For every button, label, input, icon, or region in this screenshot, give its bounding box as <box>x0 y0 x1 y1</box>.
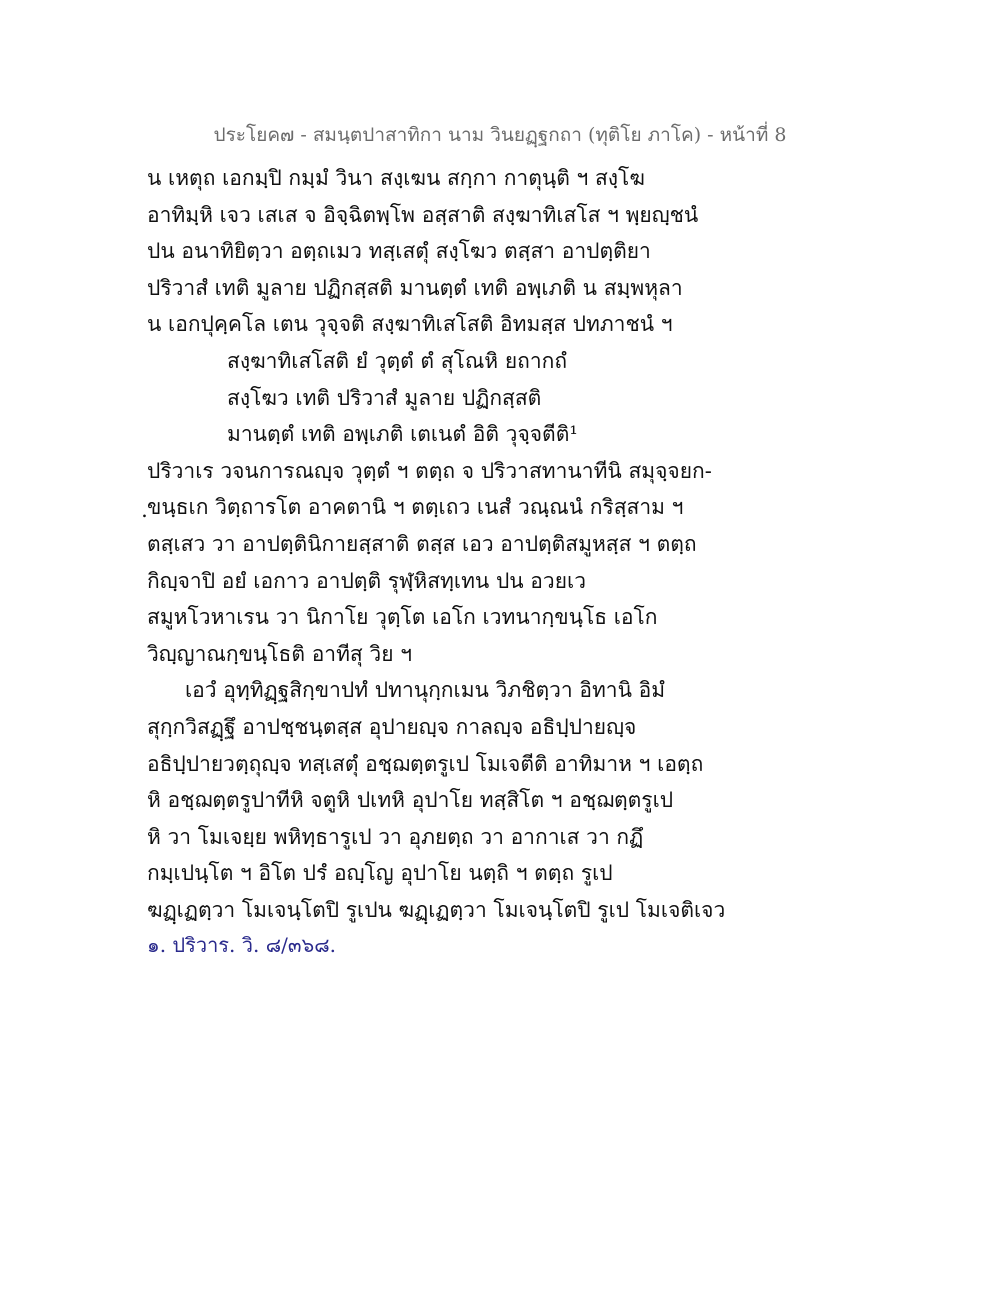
text-line: ปน อนาทิยิตฺวา อตฺถเมว ทสฺเสตุํ สงฺโฆว ตสฺสา อาปตฺติยา <box>147 239 651 264</box>
text-line: กิญฺจาปิ อยํ เอกาว อาปตฺติ รุฬฺหิสทฺเทน ปน อวยเว <box>147 568 586 593</box>
text-line: น เอกปุคฺคโล เตน วุจฺจติ สงฺฆาทิเสโสติ อิทมสฺส ปทภาชนํ ฯ <box>147 312 673 337</box>
text-line: สุกฺกวิสฏฺฐึ อาปชฺชนฺตสฺส อุปายญฺจ กาลญฺจ อธิปฺปายญฺจ <box>147 714 637 739</box>
footnote: ๑. ปริวาร. วิ. ๘/๓๖๘. <box>147 933 337 958</box>
text-line: น เหตุถ เอกมฺปิ กมฺมํ วินา สงฺเฆน สกฺกา กาตุนฺติ ฯ สงฺโฆ <box>147 166 645 190</box>
text-line: อธิปฺปายวตฺถุญฺจ ทสฺเสตุํ อชฺฌตฺตรูเป โมเจตีติ อาทิมาห ฯ เอตฺถ <box>147 751 704 776</box>
paragraph-first-line: เอวํ อุทฺทิฏฺฐสิกฺขาปทํ ปทานุกฺกเมน วิภชิตฺวา อิทานิ อิมํ <box>185 678 666 703</box>
verse-line: สงฺฆาทิเสโสติ ยํ วุตฺตํ ตํ สุโณหิ ยถากถํ <box>227 348 568 373</box>
text-line: ฆฏฺเฏตฺวา โมเจนฺโตปิ รูเปน ฆฏฺเฏตฺวา โมเจนฺโตปิ รูเป โมเจติเจว <box>147 897 726 922</box>
verse-line: มานตฺตํ เทติ อพฺเภติ เตเนตํ อิติ วุจฺจตีติ¹ <box>227 422 578 447</box>
verse-line: สงฺโฆว เทติ ปริวาสํ มูลาย ปฏิกสฺสติ <box>227 385 542 410</box>
page-header: ประโยค๗ - สมนฺตปาสาทิกา นาม วินยฏฺฐกถา (ทุติโย ภาโค) - หน้าที่ 8 <box>213 124 787 146</box>
text-line: ตสฺเสว วา อาปตฺตินิกายสฺสาติ ตสฺส เอว อาปตฺติสมูหสฺส ฯ ตตฺถ <box>147 531 697 556</box>
body-text <box>147 160 726 962</box>
text-line: หิ วา โมเจยฺย พหิทฺธารูเป วา อุภยตฺถ วา อากาเส วา กฏึ <box>147 824 644 849</box>
text-line: อาทิมฺหิ เจว เสเส จ อิจฺฉิตพฺโพ อสฺสาติ สงฺฆาทิเสโส ฯ พฺยญฺชนํ <box>147 202 699 227</box>
text-line: กมฺเปนฺโต ฯ อิโต ปรํ อญฺโญ อุปาโย นตฺถิ ฯ ตตฺถ รูเป <box>147 861 613 886</box>
text-line: สมูหโวหาเรน วา นิกาโย วุตฺโต เอโก เวทนากฺขนฺโธ เอโก <box>147 605 658 630</box>
text-line: หิ อชฺฌตฺตรูปาทีหิ จตูหิ ปเทหิ อุปาโย ทสฺสิโต ฯ อชฺฌตฺตรูเป <box>147 788 674 813</box>
text-line: วิญฺญาณกฺขนฺโธติ อาทีสุ วิย ฯ <box>147 641 412 666</box>
text-line: ฺขนฺธเก วิตฺถารโต อาคตานิ ฯ ตตฺเถว เนสํ วณฺณนํ กริสฺสาม ฯ <box>147 495 684 520</box>
text-line: ปริวาสํ เทติ มูลาย ปฏิกสฺสติ มานตฺตํ เทติ อพฺเภติ น สมฺพหุลา <box>147 275 683 300</box>
text-line: ปริวาเร วจนการณญฺจ วุตฺตํ ฯ ตตฺถ จ ปริวาสทานาทีนิ สมุจฺจยก- <box>147 458 712 483</box>
